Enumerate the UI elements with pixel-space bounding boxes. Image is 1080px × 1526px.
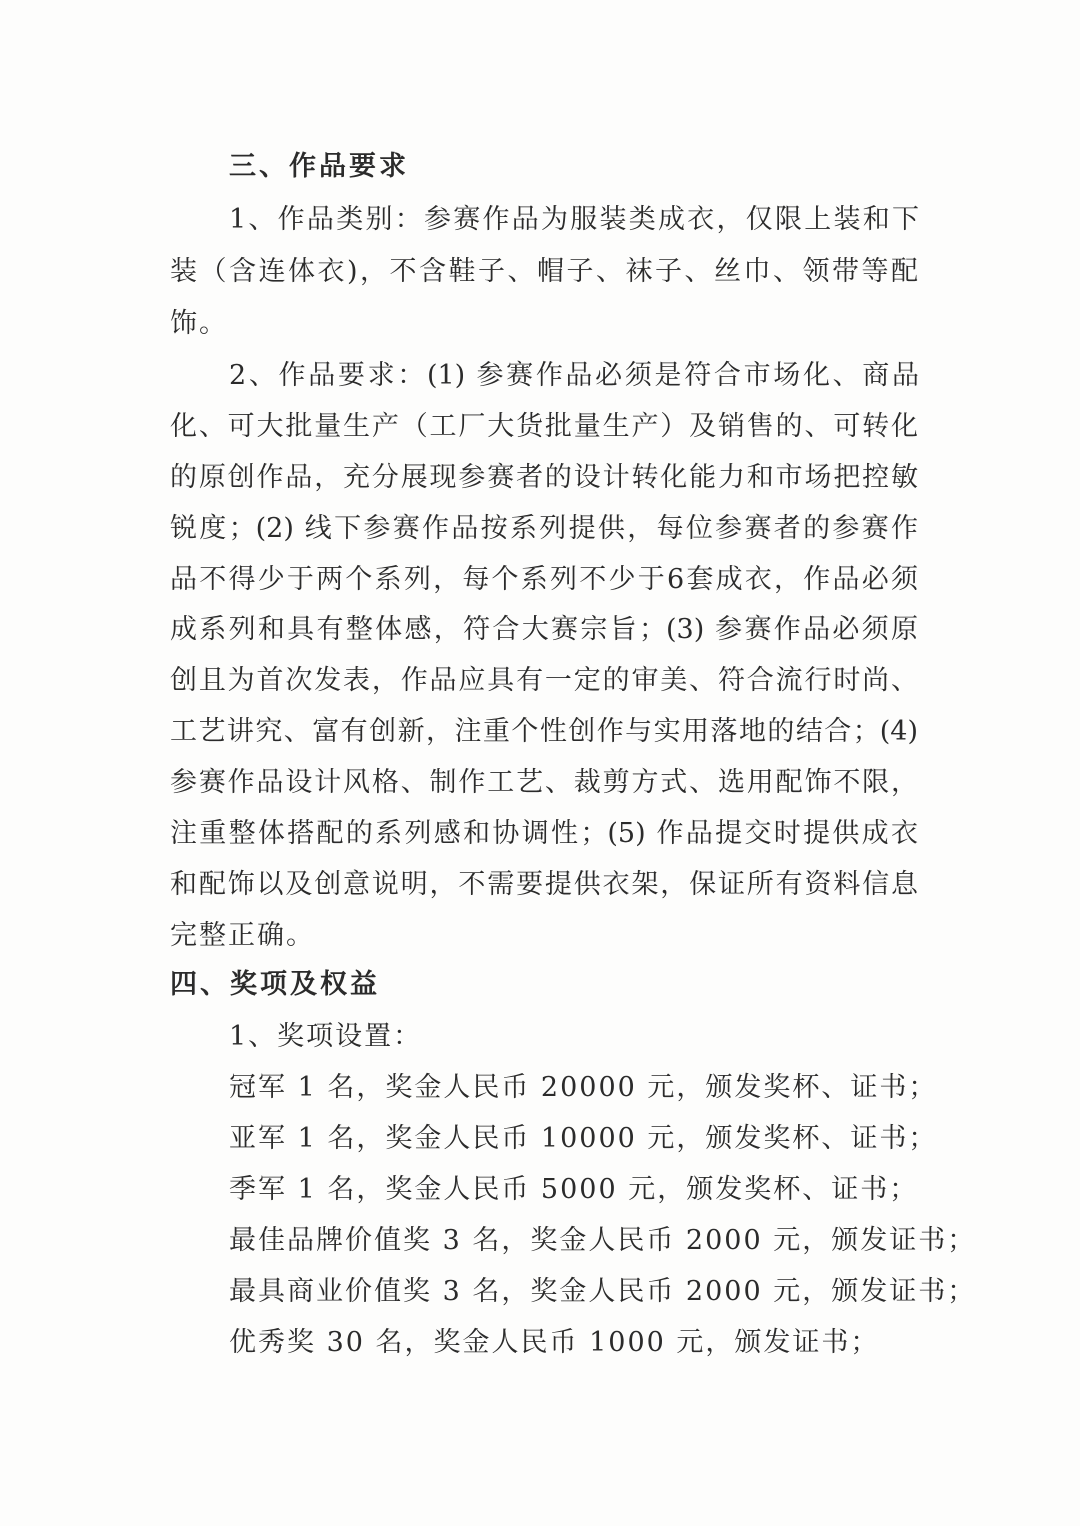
section-3-line: 工艺讲究、富有创新，注重个性创作与实用落地的结合；(4) (170, 716, 918, 747)
award-item: 最具商业价值奖 3 名，奖金人民币 2000 元，颁发证书； (229, 1276, 977, 1307)
section-3-line: 成系列和具有整体感，符合大赛宗旨；(3) 参赛作品必须原 (170, 614, 918, 645)
section-3-line: 饰。 (170, 308, 228, 339)
award-item: 最佳品牌价值奖 3 名，奖金人民币 2000 元，颁发证书； (229, 1225, 977, 1256)
section-3-line: 完整正确。 (170, 920, 315, 951)
award-item: 优秀奖 30 名，奖金人民币 1000 元，颁发证书； (229, 1327, 880, 1358)
award-item: 季军 1 名，奖金人民币 5000 元，颁发奖杯、证书； (229, 1174, 919, 1205)
section-3-line: 的原创作品，充分展现参赛者的设计转化能力和市场把控敏 (170, 462, 918, 493)
section-4-heading: 四、奖项及权益 (170, 969, 380, 1000)
section-3-line: 1、作品类别：参赛作品为服装类成衣，仅限上装和下 (229, 204, 919, 235)
section-3-line: 和配饰以及创意说明，不需要提供衣架，保证所有资料信息 (170, 869, 918, 900)
section-3-line: 2、作品要求：(1) 参赛作品必须是符合市场化、商品 (229, 360, 919, 391)
award-item: 冠军 1 名，奖金人民币 20000 元，颁发奖杯、证书； (229, 1072, 938, 1103)
award-item: 亚军 1 名，奖金人民币 10000 元，颁发奖杯、证书； (229, 1123, 938, 1154)
section-3-line: 装（含连体衣)，不含鞋子、帽子、袜子、丝巾、领带等配 (170, 256, 918, 287)
section-3-line: 创且为首次发表，作品应具有一定的审美、符合流行时尚、 (170, 665, 918, 696)
section-3-heading: 三、作品要求 (229, 151, 409, 182)
awards-subheading: 1、奖项设置： (229, 1021, 423, 1052)
section-3-line: 注重整体搭配的系列感和协调性；(5) 作品提交时提供成衣 (170, 818, 918, 849)
section-3-line: 化、可大批量生产（工厂大货批量生产）及销售的、可转化 (170, 411, 918, 442)
section-3-line: 品不得少于两个系列，每个系列不少于6套成衣，作品必须 (170, 564, 918, 595)
section-3-line: 参赛作品设计风格、制作工艺、裁剪方式、选用配饰不限， (170, 767, 918, 798)
section-3-line: 锐度；(2) 线下参赛作品按系列提供，每位参赛者的参赛作 (170, 513, 918, 544)
